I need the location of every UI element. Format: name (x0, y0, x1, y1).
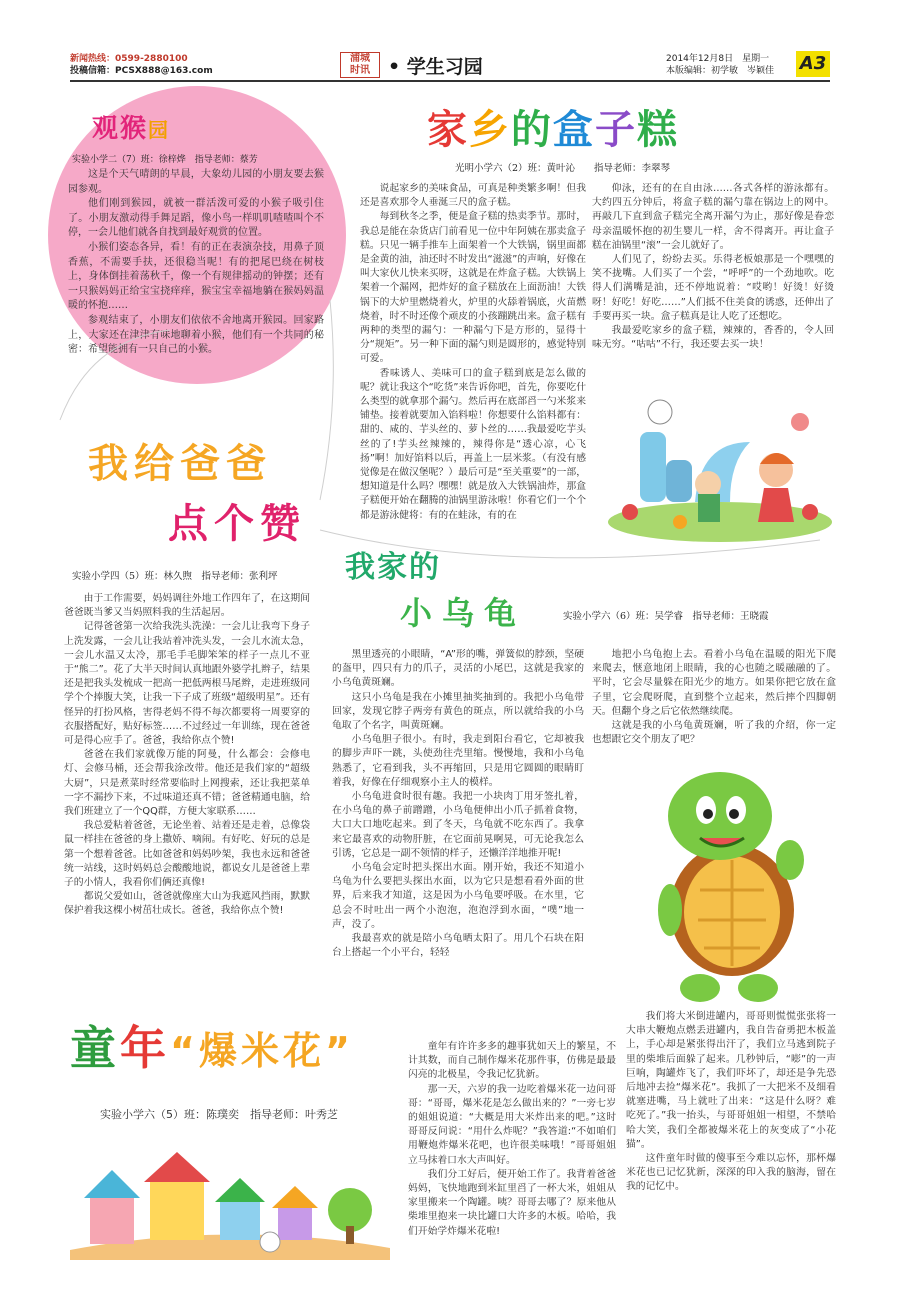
email-address: PCSX888@163.com (115, 66, 213, 76)
paragraph: 说起家乡的美味食品，可真是种类繁多啊！但我还是喜欢那令人垂涎三尺的盒子糕。 (360, 183, 586, 209)
cake-title-char: 的 (511, 107, 553, 153)
monkey-title-tail: 园 (148, 118, 171, 142)
paragraph: 小乌龟胆子很小。有时，我走到阳台看它，它却被我的脚步声吓一跳，头使劲往壳里缩。慢慢地，我和小乌龟熟悉了，它看到我，头不再缩回，只是用它圆圆的眼睛盯着我，好像在仔细观察小主人的模样。 (332, 734, 584, 788)
header-contact (70, 53, 213, 77)
turtle-column-2 (592, 648, 836, 747)
dad-title-line2: 点个赞 (168, 501, 306, 547)
editor-line: 本版编辑：初学敏 岑颖佳 (666, 66, 775, 76)
paragraph: 爸爸在我们家就像万能的阿曼，什么都会：会修电灯、会修马桶，还会帮我涂改带。他还是我们家的“超级大厨”，只是煮菜时经常要临时上网搜索，还让我把菜单一字不漏抄下来，不过味道还真不错；爸爸精通电脑，给我们班建立了一个QQ群，方便大家联系…… (64, 749, 310, 818)
paragraph: 我最喜欢的就是陪小乌龟晒太阳了。用几个石块在阳台上搭起一个小平台，轻轻 (332, 933, 584, 959)
paragraph: 我们分工好后，便开始工作了。我背着爸爸妈妈，飞快地跑到米缸里舀了一杯大米，姐姐从家里搬来一个陶罐。咦？哥哥去哪了？原来他从柴堆里抱来一块比罐口大许多的木板。哈哈，我们开始学炸爆米花啦! (408, 1168, 616, 1237)
paragraph: 我最爱吃家乡的盒子糕，辣辣的，香香的，令人回味无穷。“咕咕”不行，我还要去买一块！ (592, 325, 834, 351)
paragraph: 这件童年时做的傻事至今难以忘怀，那杯爆米花也已记忆犹新，深深的印入我的脑海，留在我的记忆中。 (626, 1153, 836, 1193)
paragraph: 香味诱人、美味可口的盒子糕到底是怎么做的呢？就让我这个“吃货”来告诉你吧，首先，你要吃什么类型的就拿那个漏勺。然后再在底部舀一勺米浆来铺垫。接着就要加入馅料啦！你想要什么馅料都有：甜的、咸的、芋头丝的、萝卜丝的……我最爱吃芋头丝的了!芋头丝辣辣的，辣得你是“透心凉，心飞扬”啊！加好馅料以后，再盖上一层米浆。（有没有感觉像是在做汉堡呢？）最后可是“至关重要”的一部，想知道是什么吗？嘿嘿！就是放入大铁锅油炸，那盒子糕便开始在翻腾的油锅里游泳啦！你看它们一个个都是游泳健将：有的在蛙泳，有的在 (360, 367, 586, 521)
turtle-byline: 实验小学六（6）班：吴学睿 指导老师：王晓霞 (563, 611, 769, 622)
paragraph: 每到秋冬之季，便是盒子糕的热卖季节。那时，我总是能在杂货店门前看见一位中年阿姨在那卖盒子糕。只见一辆手推车上面架着一个大铁锅，锅里面都是金黄的油，油还时不时发出“滋滋”的声响，好像在叫大家伙儿快来买呀，这就是在炸盒子糕。大铁锅上架着一个漏网，把炸好的盒子糕放在上面沥油！大铁锅下的大炉里燃烧着火，炉里的火舔着锅底，火苗燃烧着，时不时还像个顽皮的小孩蹦跳出来。盒子糕有两种的类型的漏勺：一种漏勺下是方形的，显得十分“规矩”。另一种下面的漏勺则是圆形的，感觉特别可爱。 (360, 211, 586, 365)
popcorn-column-2 (626, 1010, 836, 1195)
hotline-label: 新闻热线： (70, 54, 116, 64)
popcorn-column-1 (408, 1040, 616, 1239)
turtle-title-line2: 小乌龟 (400, 594, 527, 632)
paragraph: 记得爸爸第一次给我洗头洗澡：一会儿让我弯下身子上洗发露，一会儿让我站着冲洗头发，一会儿水流太急，一会儿水温又太冷，那毛手毛脚笨笨的样子一点儿不亚于“熊二”。花了大半天时间认真地跟外婆学扎辫子，结果还是把我头发梳成一把高一把低两根马尾辫，走进班级同学个个捧腹大笑，让我一下子成了班级“超级明星”。还有怪异的打扮风格，害得老妈不得不每次都要将一周要穿的衣服搭配好，贴好标签……不过经过一年训练，现在爸爸可是得心应手了。爸爸，我给你点个赞! (64, 621, 310, 747)
header-rule (70, 80, 830, 82)
header-meta (666, 53, 774, 77)
cake-title-char: 子 (595, 107, 637, 153)
page-number: A3 (796, 51, 830, 77)
paragraph: 小猴们姿态各异，看！有的正在表演杂技，用鼻子顶香蕉，不需要手扶，还很稳当呢！有的把尾巴绕在树枝上，身体倒挂着荡秋千，像一个有规律摇动的钟摆；还有一只猴妈妈正给宝宝挠痒痒，猴宝宝幸福地躺在猴妈妈温暖的怀抱…… (68, 241, 324, 312)
issue-weekday: 星期一 (742, 54, 770, 64)
section-title: • 学生习园 (388, 56, 483, 78)
paragraph: 那一天，六岁的我一边吃着爆米花一边问哥哥：“哥哥，爆米花是怎么做出来的？”一旁七岁的姐姐说道：“大概是用大米炸出来的吧。”这时哥哥反问说：“用什么炸呢？”我答道:“不如咱们用鞭炮炸爆米花吧，也许很美味哦！”哥哥姐姐立马抹着口水大声叫好。 (408, 1083, 616, 1166)
paragraph: 童年有许许多多的趣事犹如天上的繁星，不计其数，而自己制作爆米花那件事，仿佛是最最闪亮的北极星，令我记忆犹新。 (408, 1041, 616, 1081)
popcorn-byline: 实验小学六（5）班：陈璞奕 指导老师：叶秀芝 (100, 1108, 338, 1121)
newspaper-logo (340, 52, 380, 78)
cake-title-char: 乡 (469, 107, 511, 153)
email-label: 投稿信箱： (70, 66, 116, 76)
paragraph: 这就是我的小乌龟黄斑斓，听了我的介绍，你一定也想跟它交个朋友了吧？ (592, 720, 836, 746)
monkey-byline: 实验小学二（7）班：徐梓烨 指导老师：蔡芳 (72, 155, 258, 165)
popcorn-title-char: 年 (120, 1021, 170, 1075)
dad-byline: 实验小学四（5）班：林久煦 指导老师：张利坪 (72, 571, 278, 582)
paragraph: 由于工作需要，妈妈调往外地工作四年了，在这期间爸爸既当爹又当妈照料我的生活起居。 (64, 593, 310, 619)
paragraph: 他们刚到猴园，就被一群活泼可爱的小猴子吸引住了。小朋友激动得手舞足蹈，像小鸟一样叽叽喳喳叫个不停，一会儿他们就各自找到最好观赏的位置。 (68, 198, 324, 239)
logo-line1: 浦城 (350, 53, 370, 64)
cake-title-char: 家 (427, 107, 469, 153)
paragraph: 小乌龟进食时很有趣。我把一小块肉丁用牙签扎着，在小乌龟的鼻子前蹭蹭，小乌龟便伸出小爪子抓着食物，大口大口地吃起来。到了冬天，乌龟就不吃东西了。我拿来它最喜欢的动物肝脏，在它面前晃啊晃，可无论我怎么引诱，它总是一副不领情的样子，还懒洋洋地推开呢! (332, 791, 584, 859)
paragraph: 参观结束了，小朋友们依依不舍地离开猴园。回家路上，大家还在津津有味地聊着小猴，他们有一个共同的秘密：希望能拥有一只自己的小猴。 (68, 314, 324, 356)
village-illustration (70, 1130, 390, 1260)
dad-article-body (64, 592, 310, 919)
cake-title-char: 盒 (553, 107, 595, 153)
cake-title-char: 糕 (637, 107, 679, 153)
issue-date: 2014年12月8日 (666, 54, 734, 64)
section-name: 学生习园 (406, 56, 483, 78)
paragraph: 这是个天气晴朗的早晨，大象幼儿园的小朋友要去猴园参观。 (68, 169, 324, 195)
paragraph: 人们见了，纷纷去买。乐得老板娘那是一个嘿嘿的笑不拢嘴。人们买了一个尝，“呼呼”的一个劲地吹。吃得人们满嘴是油，还不停地说着：“哎哟！好烫！好烫呀！好吃！好吃……”人们抵不住美食的诱惑，还伸出了手要再买一块。盒子糕真是让人吃了还想吃。 (592, 254, 834, 322)
cake-byline: 光明小学六（2）班：黄叶沁 指导老师：李翠琴 (455, 163, 671, 174)
popcorn-article-title (70, 1012, 354, 1078)
dad-title-line1: 我给爸爸 (88, 441, 272, 487)
paragraph: 都说父爱如山，爸爸就像座大山为我遮风挡雨，默默保护着我这棵小树茁壮成长。爸爸，我给你点个赞! (64, 891, 310, 917)
logo-line2: 时讯 (350, 65, 370, 76)
paragraph: 黑里透亮的小眼睛，“A”形的嘴，弹簧似的脖颈，坚硬的盔甲，四只有力的爪子，灵活的小尾巴，这就是我家的小乌龟黄斑斓。 (332, 649, 584, 689)
paragraph: 小乌龟会定时把头探出水面。刚开始，我还不知道小乌龟为什么要把头探出水面，以为它只是想看看外面的世界，后来我才知道，这是因为小乌龟要呼吸。在水里，它总会不时吐出一两个小泡泡，泡泡浮到水面，“噗”地一声，没了。 (332, 862, 584, 930)
section-divider-curves (0, 280, 900, 580)
monkey-title-text: 观猴 (92, 114, 149, 144)
turtle-title-line1: 我家的 (345, 550, 441, 585)
paragraph: 仰泳，还有的在自由泳……各式各样的游泳都有。大约四五分钟后，将盒子糕的漏勺靠在锅边上的网中。再敲几下直到盒子糕完全离开漏勺为止，那好像是眷恋母亲温暖怀抱的初生婴儿一样，舍不得离开。再让盒子糕在油锅里“滚”一会儿就好了。 (592, 183, 834, 251)
paragraph: 我总爱粘着爸爸，无论坐着、站着还是走着，总像袋鼠一样挂在爸爸的身上撒娇、嘀闹。有好吃、好玩的总是第一个想着爸爸。比如爸爸和妈妈吵架，我也永远和爸爸统一站线，这时妈妈总会酸酸地说，都说女儿是爸爸上辈子的小情人，我看你们俩还真像! (64, 820, 310, 889)
hotline-number: 0599-2880100 (115, 54, 188, 64)
paragraph: 我们将大米倒进罐内，哥哥则慌慌张张将一大串大鞭炮点燃丢进罐内，我自告奋勇把木板盖上，手心却是紧张得出汗了，我们立马逃到院子里的柴堆后面躲了起来。几秒钟后，“嘭”的一声巨响，陶罐炸飞了，我们吓坏了，却还是争先恐后地冲去捡“爆米花”。我抓了一大把米不及细看就塞进嘴，马上就吐了出来：“这是什么呀？难吃死了。”我一抬头，与哥哥姐姐一相望，不禁哈哈大笑，我们全都被爆米花上的灰变成了“小花猫”。 (626, 1011, 836, 1150)
cake-article-title (427, 98, 679, 155)
popcorn-title-char: 童 (70, 1021, 120, 1075)
paragraph: 这只小乌龟是我在小摊里抽奖抽到的。我把小乌龟带回家，发现它脖子两旁有黄色的斑点，所以就给我的小乌龟取了个名字，叫黄斑斓。 (332, 691, 584, 732)
monkey-article-title (92, 108, 170, 145)
popcorn-title-quote: “爆米花” (170, 1029, 354, 1073)
turtle-column-1 (332, 648, 584, 960)
paragraph: 地把小乌龟抱上去。看着小乌龟在温暖的阳光下爬来爬去，惬意地闭上眼睛，我的心也随之暖融融的了。平时，它会尽量躲在阳光少的地方。如果你把它放在盒子里，它会爬呀爬，直到整个立起来，然后摔个四脚朝天。但翻个身之后它依然继续爬。 (592, 649, 836, 717)
turtle-illustration (640, 760, 810, 1010)
